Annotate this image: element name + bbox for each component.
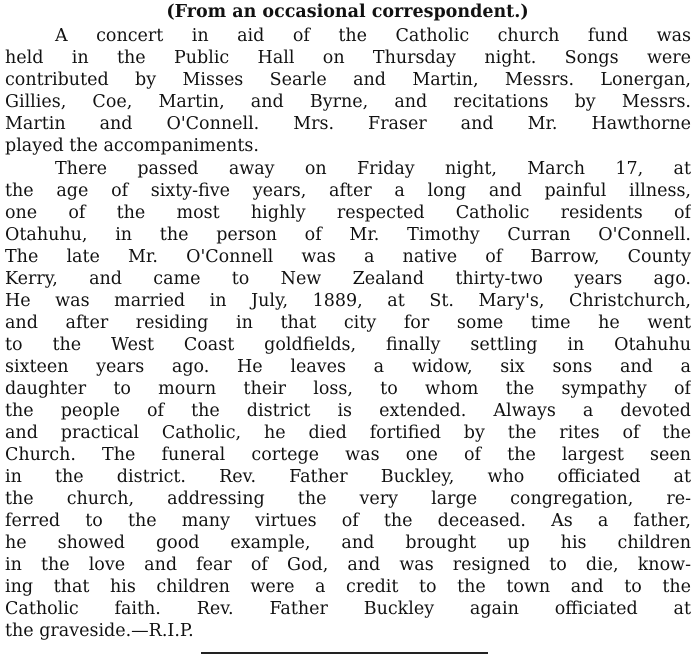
article-text-line: the graveside.—R.I.P. xyxy=(5,621,194,641)
article-text-line: Martin and O'Connell. Mrs. Fraser and Mr. Hawthorne xyxy=(5,114,691,134)
article-text-line: played the accompaniments. xyxy=(5,136,259,156)
article-text-line: The late Mr. O'Connell was a native of Barrow, County xyxy=(5,247,691,267)
article-text-line: Catholic faith. Rev. Father Buckley again officiated at xyxy=(5,599,691,619)
article-text-line: to the West Coast goldfields, finally settling in Otahuhu xyxy=(5,335,691,355)
article-end-rule xyxy=(201,652,488,654)
article-text-line: daughter to mourn their loss, to whom the sympathy of xyxy=(5,379,691,399)
article-text-line: and practical Catholic, he died fortified by the rites of the xyxy=(5,423,691,443)
article-text-line: ferred to the many virtues of the deceased. As a father, xyxy=(5,511,691,531)
article-text-line: held in the Public Hall on Thursday night. Songs were xyxy=(5,48,691,68)
article-subheading: (From an occasional correspondent.) xyxy=(166,2,529,22)
article-text-line: one of the most highly respected Catholic residents of xyxy=(5,203,691,223)
article-text-line: in the district. Rev. Father Buckley, who officiated at xyxy=(5,467,691,487)
article-text-line: There passed away on Friday night, March 17, at xyxy=(55,159,691,179)
article-text-line: sixteen years ago. He leaves a widow, six sons and a xyxy=(5,357,691,377)
article-text-line: Gillies, Coe, Martin, and Byrne, and recitations by Messrs. xyxy=(5,92,691,112)
article-text-line: in the love and fear of God, and was resigned to die, know- xyxy=(5,555,691,575)
article-text-line: Kerry, and came to New Zealand thirty-two years ago. xyxy=(5,269,691,289)
article-text-line: Otahuhu, in the person of Mr. Timothy Curran O'Connell. xyxy=(5,225,691,245)
article-text-line: the people of the district is extended. Always a devoted xyxy=(5,401,691,421)
article-text-line: and after residing in that city for some time he went xyxy=(5,313,691,333)
article-text-line: the church, addressing the very large congregation, re- xyxy=(5,489,691,509)
article-text-line: contributed by Misses Searle and Martin, Messrs. Lonergan, xyxy=(5,70,691,90)
article-text-line: He was married in July, 1889, at St. Mary's, Christchurch, xyxy=(5,291,691,311)
article-text-line: ing that his children were a credit to the town and to the xyxy=(5,577,691,597)
article-text-line: the age of sixty-five years, after a long and painful illness, xyxy=(5,181,691,201)
article-text-line: he showed good example, and brought up his children xyxy=(5,533,691,553)
article-text-line: A concert in aid of the Catholic church fund was xyxy=(55,26,691,46)
article-text-line: Church. The funeral cortege was one of the largest seen xyxy=(5,445,691,465)
